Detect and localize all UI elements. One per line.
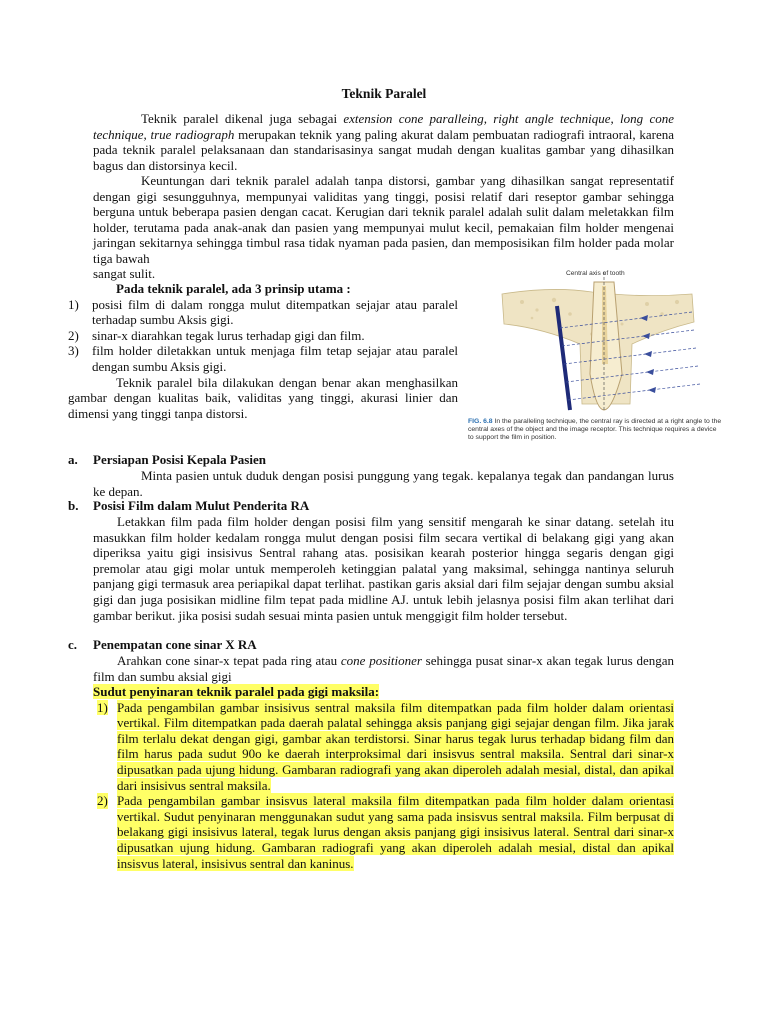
section-a-heading: [68, 452, 266, 468]
list-number: 2): [97, 793, 108, 809]
list-item: [68, 328, 458, 344]
section-b-text: Letakkan film pada film holder dengan posisi film yang sensitif mengarah ke sinar datang. setelah itu masukkan film holder kedalam rongga mulut dengan posisi film secara vertikal di belakang gigi yang akan diperiksa yaitu gigi insisivus Sentral rahang atas. posisikan kearah posterior hingga segaris dengan gigi premolar atau gigi molar untuk memperoleh ketinggian palatal yang maksimal, sehingga nantinya seluruh panjang gigi termasuk area periapikal dapat terlihat. pastikan garis aksial dari film sejajar dengan sumbu aksial gigi dan juga posisikan midline film tepat pada midline AJ. untuk lebih jelasnya posisi film akan terlihat dari gambar berikut. jika posisi sudah sesuai minta pasien untuk menggigit film holder tersebut.: [93, 514, 674, 623]
principles-heading: Pada teknik paralel, ada 3 prinsip utama :: [116, 281, 351, 296]
section-title: Penempatan cone sinar X RA: [93, 637, 257, 652]
paralleling-technique-figure: [462, 264, 726, 444]
list-number: 3): [68, 343, 79, 359]
list-item: [93, 793, 674, 871]
intro-paragraph-2: Keuntungan dari teknik paralel adalah tanpa distorsi, gambar yang dihasilkan sangat representatif dengan gigi sesungguhnya, mempunyai validitas yang tinggi, posisi relatif dari reseptor gambar sehingga berguna untuk beberapa pasien dengan cacat. Kerugian dari teknik paralel adalah sulit dalam meletakkan film holder, terutama pada anak-anak dan pasien yang mempunyai mulut kecil, pemakaian film holder mengenai jaringan sekitarnya sehingga timbul rasa tidak nyaman pada pasien, dan memposisikan film holder pada molar tiga bawah: [93, 173, 674, 266]
list-text: posisi film di dalam rongga mulut ditempatkan sejajar atau paralel terhadap sumbu Aksis gigi.: [92, 296, 458, 328]
page-title: Teknik Paralel: [341, 86, 427, 101]
intro-paragraph-2-end: sangat sulit.: [93, 266, 156, 281]
intro-text: Teknik paralel dikenal juga sebagai: [141, 111, 344, 126]
principles-closing: Teknik paralel bila dilakukan dengan benar akan menghasilkan gambar dengan kualitas baik, validitas yang tinggi, akurasi linier dan dimensi yang tinggi tanpa distorsi.: [68, 374, 458, 421]
list-number: 1): [97, 699, 108, 715]
list-number: 1): [68, 296, 79, 312]
section-b-heading: [68, 498, 309, 514]
section-title: Posisi Film dalam Mulut Penderita RA: [93, 498, 310, 513]
intro-italic-terms: extension cone paralleing, right angle technique, long cone technique, true radiograph: [93, 111, 674, 142]
principles-list: [68, 281, 458, 421]
section-c-text: [93, 653, 674, 684]
figure-caption: [468, 418, 724, 442]
list-number: 2): [68, 327, 79, 343]
figure-caption-tag: FIG. 6.8: [468, 418, 493, 425]
list-item: [93, 700, 674, 794]
list-text: Pada pengambilan gambar insisivus sentral maksila film ditempatkan pada film holder dalam orientasi vertikal. Film ditempatkan pada daerah palatal sehingga aksis panjang gigi sejajar dengan film. Jika jarak film terlalu dekat dengan gigi, gambar akan terdistorsi. Sinar harus tegak lurus terhadap bidang film dan film harus pada sudut 90o ke daerah interproksimal dari insisvus sentral maksila. Sentral dari sinar-x dipusatkan pada ujung hidung. Gambaran radiografi yang akan diperoleh adalah mesial, distal, dan apikal dari insisivus sentral maksila.: [117, 699, 674, 793]
list-item: [68, 343, 458, 374]
list-text: Pada pengambilan gambar insisvus lateral maksila film ditempatkan pada film holder dalam orientasi vertikal. Sudut penyinaran menggunakan sudut yang sama pada insisvus sentral maksila. Film berpusat di belakang gigi insisivus lateral, tegak lurus dengan aksis panjang gigi insisivus lateral. Sentral dari sinar-x dipusatkan ujung hidung. Gambaran radiografi yang akan diperoleh adalah mesial, distal dan apikal insisvus lateral, insisivus sentral dan kaninus.: [117, 793, 674, 871]
section-c-italic: cone positioner: [340, 653, 422, 668]
maxilla-list: [93, 684, 674, 871]
section-c-text-start: Arahkan cone sinar-x tepat pada ring atau: [117, 653, 341, 668]
section-a-text: Minta pasien untuk duduk dengan posisi punggung yang tegak. kepalanya tegak dan pandangan lurus ke depan.: [93, 468, 674, 499]
list-text: film holder diletakkan untuk menjaga film tetap sejajar atau paralel dengan sumbu Aksis gigi.: [92, 343, 458, 374]
intro-paragraph-1: [93, 111, 674, 173]
section-c-text-end: sehingga pusat sinar-x akan tegak lurus dengan film dan sumbu aksial gigi: [93, 653, 674, 684]
list-text: sinar-x diarahkan tegak lurus terhadap gigi dan film.: [92, 327, 365, 343]
maxilla-heading-text: Sudut penyinaran teknik paralel pada gigi maksila:: [93, 684, 380, 699]
paralleling-diagram: [462, 264, 726, 414]
section-letter: c.: [68, 637, 78, 652]
section-letter: b.: [68, 498, 79, 513]
intro-text-continued: merupakan teknik yang paling akurat dalam pembuatan radiografi intraoral, karena pada teknik paralel pelaksanaan dan standarisasinya sangat mudah dengan kualitas gambar yang dihasilkan bagus dan distorsinya kecil.: [93, 126, 674, 173]
section-c-heading: [68, 637, 257, 653]
figure-caption-text: In the paralleling technique, the central ray is directed at a right angle to the central axes of the object and the image receptor. This technique requires a device to support the film in position.: [468, 418, 722, 441]
maxilla-heading: [93, 684, 674, 700]
section-title: Persiapan Posisi Kepala Pasien: [93, 452, 266, 467]
section-letter: a.: [68, 452, 78, 467]
figure-axis-label: Central axis of tooth: [566, 270, 625, 277]
list-item: [68, 297, 458, 328]
